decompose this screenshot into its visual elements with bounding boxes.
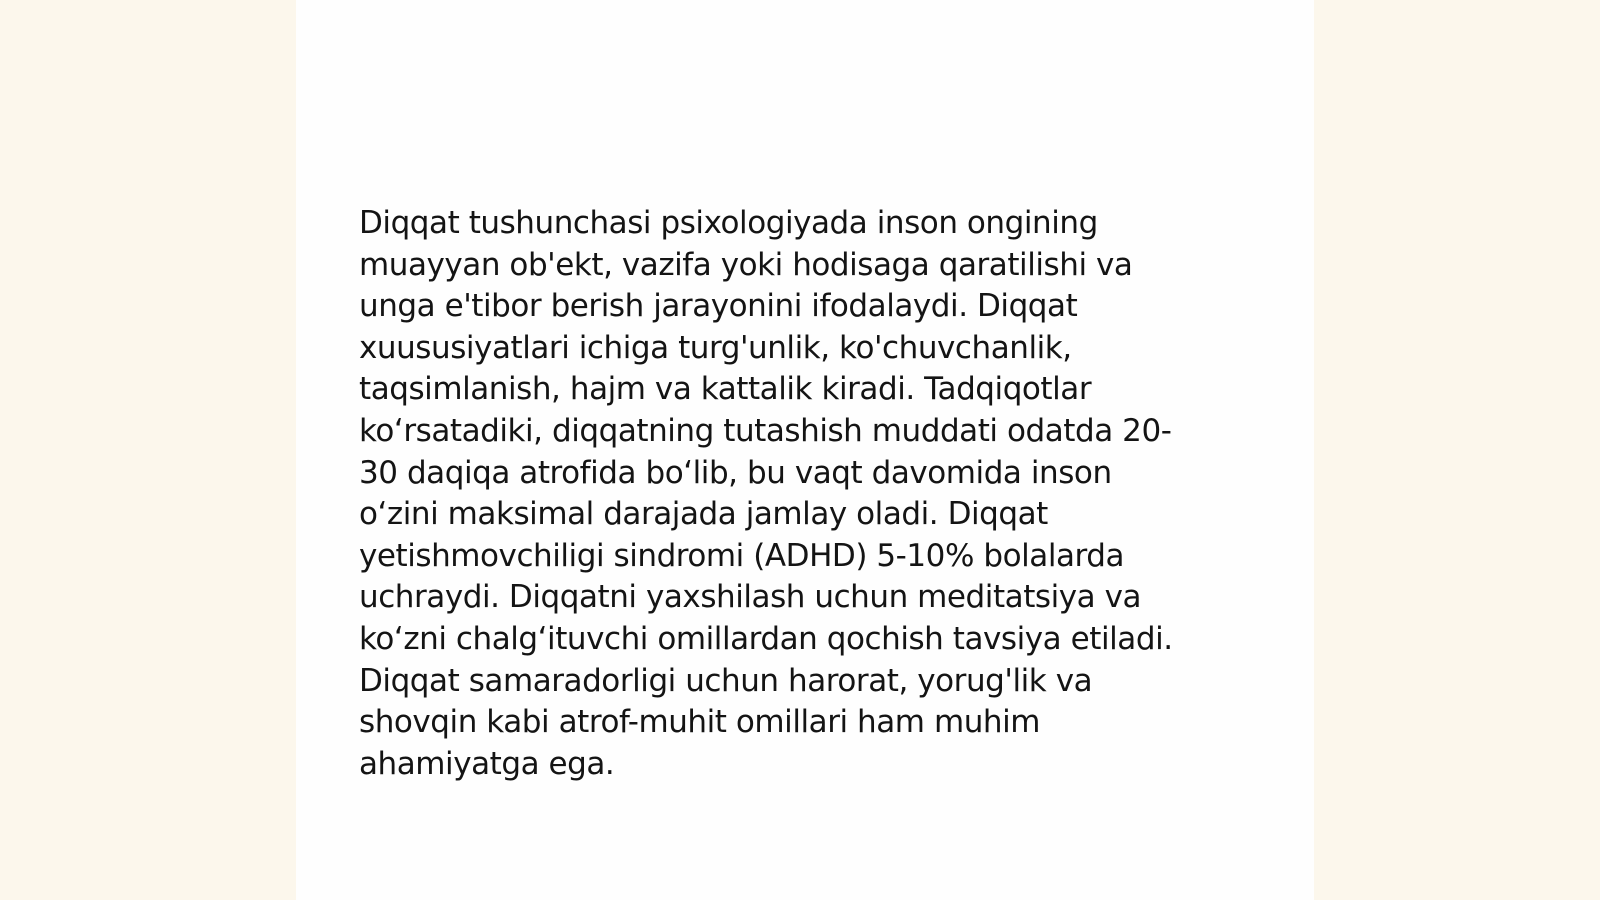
body-paragraph bbox=[359, 203, 1259, 785]
paragraph-line: taqsimlanish, hajm va kattalik kiradi. Tadqiqotlar bbox=[359, 371, 1092, 408]
paragraph-line: Diqqat tushunchasi psixologiyada inson ongining bbox=[359, 205, 1098, 241]
right-margin bbox=[1314, 0, 1600, 900]
paragraph-line: xuususiyatlari ichiga turg'unlik, ko'chuvchanlik, bbox=[359, 329, 1072, 366]
paragraph-line: shovqin kabi atrof-muhit omillari ham muhim bbox=[359, 704, 1041, 741]
paragraph-line: yetishmovchiligi sindromi (ADHD) 5-10% bolalarda bbox=[359, 537, 1125, 574]
paragraph-line: o‘zini maksimal darajada jamlay oladi. Diqqat bbox=[359, 496, 1048, 533]
document-page bbox=[296, 0, 1314, 900]
paragraph-line: ahamiyatga ega. bbox=[359, 745, 615, 782]
paragraph-line: ko‘zni chalg‘ituvchi omillardan qochish tavsiya etiladi. bbox=[359, 620, 1173, 657]
left-margin bbox=[0, 0, 296, 900]
paragraph-line: ko‘rsatadiki, diqqatning tutashish muddati odatda 20- bbox=[359, 412, 1172, 449]
paragraph-line: uchraydi. Diqqatni yaxshilash uchun meditatsiya va bbox=[359, 579, 1142, 616]
paragraph-line: 30 daqiqa atrofida bo‘lib, bu vaqt davomida inson bbox=[359, 454, 1112, 491]
paragraph-line: unga e'tibor berish jarayonini ifodalaydi. Diqqat bbox=[359, 288, 1078, 325]
paragraph-line: muayyan ob'ekt, vazifa yoki hodisaga qaratilishi va bbox=[359, 246, 1133, 283]
paragraph-line: Diqqat samaradorligi uchun harorat, yorug'lik va bbox=[359, 662, 1093, 699]
